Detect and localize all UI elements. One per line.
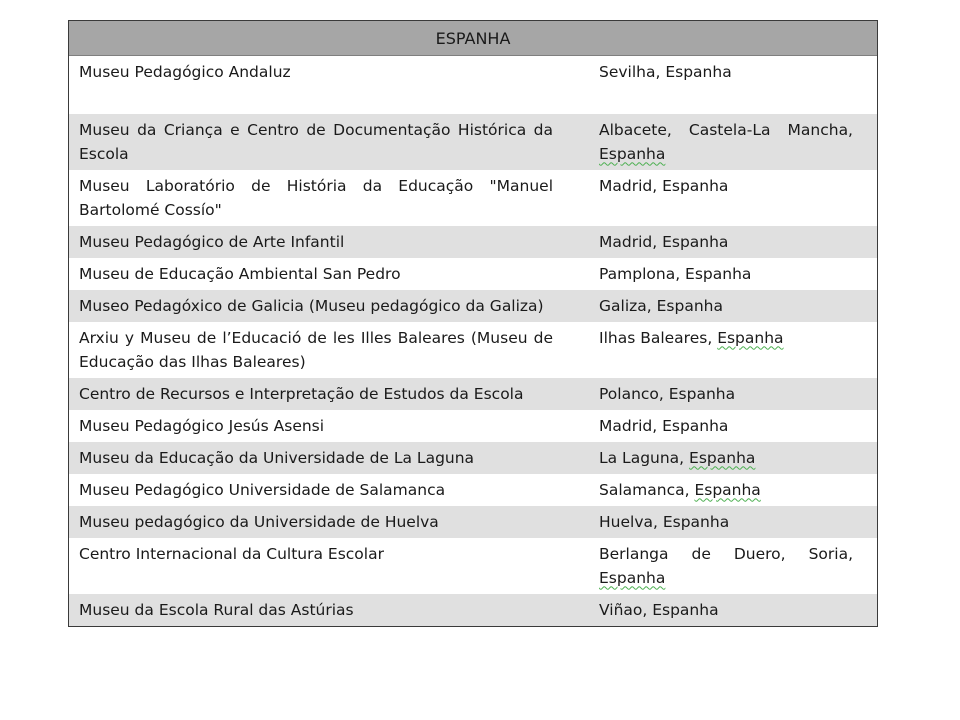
museum-name: Centro de Recursos e Interpretação de Estudos da Escola — [69, 378, 579, 410]
table-row — [69, 322, 877, 378]
spellcheck-flagged-word: Espanha — [717, 328, 784, 347]
spellcheck-flagged-word: Espanha — [694, 480, 761, 499]
museum-location — [579, 322, 877, 378]
table-row — [69, 594, 877, 626]
museum-name: Arxiu y Museu de l’Educació de les Illes Baleares (Museu de Educação das Ilhas Baleares) — [69, 322, 579, 378]
museum-name: Museu da Criança e Centro de Documentação Histórica da Escola — [69, 114, 579, 170]
museum-name: Museo Pedagóxico de Galicia (Museu pedagógico da Galiza) — [69, 290, 579, 322]
museums-table-grid — [69, 21, 877, 626]
table-row — [69, 114, 877, 170]
location-text: Ilhas Baleares, — [599, 328, 713, 347]
table-row — [69, 538, 877, 594]
table-row — [69, 290, 877, 322]
museum-location — [579, 114, 877, 170]
table-row — [69, 258, 877, 290]
location-text: Salamanca, — [599, 480, 690, 499]
spellcheck-flagged-word: Espanha — [599, 568, 666, 587]
museum-location: Madrid, Espanha — [579, 410, 877, 442]
museum-location — [579, 474, 877, 506]
museum-location: Pamplona, Espanha — [579, 258, 877, 290]
museum-location — [579, 442, 877, 474]
museum-location: Madrid, Espanha — [579, 170, 877, 226]
table-header-country: ESPANHA — [69, 21, 877, 56]
table-row — [69, 378, 877, 410]
table-row — [69, 506, 877, 538]
museum-name: Museu Pedagógico Universidade de Salamanca — [69, 474, 579, 506]
spellcheck-flagged-word: Espanha — [689, 448, 756, 467]
museum-name: Centro Internacional da Cultura Escolar — [69, 538, 579, 594]
museum-location: Galiza, Espanha — [579, 290, 877, 322]
museum-name: Museu da Escola Rural das Astúrias — [69, 594, 579, 626]
table-row — [69, 410, 877, 442]
location-text: Berlanga de Duero, Soria, — [599, 544, 853, 563]
location-text: Albacete, Castela-La Mancha, — [599, 120, 853, 139]
museum-name: Museu Pedagógico de Arte Infantil — [69, 226, 579, 258]
museum-location — [579, 538, 877, 594]
table-row — [69, 170, 877, 226]
table-header-row — [69, 21, 877, 56]
museum-location: Polanco, Espanha — [579, 378, 877, 410]
table-row — [69, 56, 877, 114]
museum-name: Museu da Educação da Universidade de La Laguna — [69, 442, 579, 474]
museum-location: Madrid, Espanha — [579, 226, 877, 258]
table-row — [69, 474, 877, 506]
museum-location: Sevilha, Espanha — [579, 56, 877, 114]
museum-location: Viñao, Espanha — [579, 594, 877, 626]
museum-location: Huelva, Espanha — [579, 506, 877, 538]
museum-name: Museu pedagógico da Universidade de Huelva — [69, 506, 579, 538]
museums-table — [68, 20, 878, 627]
museum-name: Museu de Educação Ambiental San Pedro — [69, 258, 579, 290]
museum-name: Museu Pedagógico Jesús Asensi — [69, 410, 579, 442]
museum-name: Museu Laboratório de História da Educação "Manuel Bartolomé Cossío" — [69, 170, 579, 226]
table-row — [69, 226, 877, 258]
spellcheck-flagged-word: Espanha — [599, 144, 666, 163]
table-row — [69, 442, 877, 474]
museum-name: Museu Pedagógico Andaluz — [69, 56, 579, 114]
location-text: La Laguna, — [599, 448, 685, 467]
